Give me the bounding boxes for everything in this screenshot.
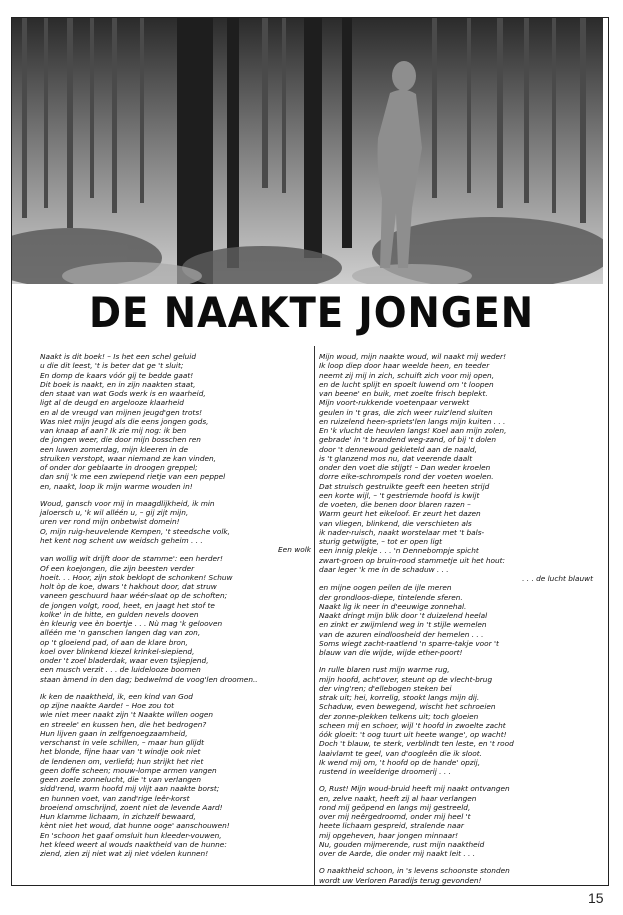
right-column: [319, 352, 593, 893]
poem-line: en streele' en kussen hen, die het bedrogen?: [40, 719, 207, 729]
poem-line: strak uit; hei, korrelig, stookt langs mijn dij.: [319, 693, 480, 702]
poem-line: Hun klamme lichaam, in zichzelf bewaard,: [40, 812, 196, 821]
poem-line: geulen in 't gras, die zich weer ruiz'lend sluiten: [319, 407, 493, 417]
poem-line: de lendenen om, verliefd; hun strijkt het riet: [40, 756, 204, 766]
poem-line: koel over blinkend kiezel krinkel-siepiend,: [40, 646, 195, 656]
poem-line: rustend in weelderige droomerij . . .: [319, 767, 451, 776]
poem-line: Mijn woud, mijn naakte woud, wil naakt mij weder!: [319, 352, 507, 361]
poem-line: Een wolk: [278, 545, 311, 554]
poem-line: hoeit. . . Hoor, zijn stok beklopt de schonken! Schuw: [40, 572, 233, 582]
stanza: [40, 352, 311, 491]
poem-line: ligt al de deugd en argelooze klaarheid: [40, 398, 184, 408]
poem-line: Hun lijven gaan in zelfgenoegzaamheid,: [40, 728, 188, 738]
poem-line: der ving'ren; d'ellebogen steken bei: [319, 683, 452, 693]
poem-line: wie niet meer naakt zijn 't Naakte willen oogen: [40, 710, 214, 720]
poem-line: zwart-groen op bruin-rood stammetje uit het hout:: [319, 555, 506, 565]
poem-line: alléén me 'n ganschen langen dag van zon,: [40, 628, 201, 638]
poem-line: verschanst in vele schillen, – maar hun glijdt: [40, 738, 204, 747]
stanza: [319, 784, 593, 858]
poem-line: sturig getwijgte, – tot er open ligt: [319, 537, 443, 546]
poem-line: En 'schoon het gaaf omsluit hun kleeder-vouwen,: [40, 830, 222, 840]
poem-line: een musch verzit . . . de luidelooze boomen: [40, 665, 201, 675]
poem-line: Of een koejongen, die zijn beesten verder: [40, 563, 195, 573]
poem-line: en ruizelend heen-spriets'len langs mijn kuiten . . .: [319, 416, 506, 426]
poem-line: holt òp de koe, dwars 't hakhout door, dat struw: [40, 582, 217, 591]
poem-line: struiken verstopt, waar niemand ze kan vinden,: [40, 453, 217, 463]
poem-line: heete lichaam gespreid, stralende naar: [319, 821, 464, 831]
poem-line: daar leger 'k me in de schaduw . . .: [319, 564, 449, 574]
poem-line: het kent nog schent uw weidsch geheim . . .: [40, 535, 203, 545]
poem-line: èn kleurig vee èn boertje . . . Nù mag 'k gelooven: [40, 619, 223, 628]
poem-line: rond mij geöpend en langs mij gestreeld,: [319, 802, 471, 812]
poem-line: ik nader-ruisch, naakt worstelaar met 't bals-: [319, 527, 485, 537]
poem-line: Dit boek is naakt, en in zijn naakten staat,: [40, 379, 196, 389]
poem-line: en, naakt, loop ik mijn warme wouden in!: [40, 481, 193, 491]
poem-line: de jongen volgt, rood, heet, en jaagt het stof te: [40, 600, 215, 610]
poem-line: neemt zij mij in zich, schuift zich voor mij open,: [319, 370, 495, 380]
poem-line: dan snij 'k me een zwiepend rietje van een peppel: [40, 472, 226, 482]
poem-line: Doch 't blauw, te sterk, verblindt ten leste, en 't rood: [319, 739, 514, 749]
poem-line: het blonde, fijne haar van 't windje ook niet: [40, 747, 201, 757]
poem-line: staan àmend in den dag; bedwelmd de voog'len droomen..: [40, 674, 258, 684]
page-number: 15: [588, 890, 604, 906]
poem-line: geen doffe scheen; mouw-lompe armen vangen: [40, 765, 217, 775]
poem-line: door 't dennewoud gekieteld aan de naald,: [319, 444, 478, 454]
poem-line: laaivlamt te geel, van d'oogleên die ik sloot.: [319, 748, 482, 758]
poem-line: Dat struisch gestruikte geeft een heeten strijd: [319, 481, 490, 491]
poem-line: broeiend omschrijnd, zoent niet de levende Aard!: [40, 802, 223, 812]
poem-line: of onder dor geblaarte in droogen greppel;: [40, 463, 198, 472]
poem-line: kolke' in de hitte, en gulden nevels dooven: [40, 609, 199, 619]
poem-line: op zijne naakte Aarde! – Hoe zou tot: [40, 701, 175, 710]
poem-line: is 't glanzend mos nu, dat veerende daalt: [319, 453, 473, 463]
poem-line: uren ver rond mijn onbetwist domein!: [40, 517, 180, 527]
poem-line: En 'k vlucht de heuvlen langs! Koel aan mijn zolen,: [319, 426, 507, 435]
poem-line: en zinkt er zwijmlend weg in 't stijle wemelen: [319, 620, 487, 630]
poem-line: kènt niet het woud, dat hunne ooge' aanschouwen!: [40, 821, 230, 831]
poem-line: Ik ken de naaktheid, ik, een kind van God: [40, 691, 193, 701]
poem-line: Naakt is dit boek! – Is het een schel geluid: [40, 352, 197, 361]
poem-line: van vliegen, blinkend, die verschieten als: [319, 518, 472, 528]
poem-line: En domp de kaars vóór gij te bedde gaat!: [40, 370, 194, 380]
poem-line: ziend, zien zij niet wat zij niet vóelen kunnen!: [40, 849, 209, 858]
poem-line: Mijn voort-rukkende voetenpaar verwekt: [319, 398, 470, 408]
poem-line: gebrade' in 't brandend weg-zand, of bij 't dolen: [319, 435, 497, 445]
poem-line: blauw van die wijde, wijde ether-poort!: [319, 648, 463, 657]
stanza: [319, 665, 593, 776]
poem-line: en al de vreugd van mijnen jeugd'gen trots!: [40, 407, 203, 417]
poem-line: mij opgeheven, haar jongen minnaar!: [319, 830, 459, 840]
forest-photo: [12, 18, 603, 284]
poem-line: het kleed weert al wouds naaktheid van de hunne:: [40, 839, 227, 849]
poem-line: en mijne oogen peilen de ijle meren: [319, 583, 452, 593]
poem-line: een luwen zomerdag, mijn kleeren in de: [40, 444, 189, 454]
poem-line: O naaktheid schoon, in 's levens schoonste stonden: [319, 866, 510, 876]
poem-line: vaneen geschuurd haar wéér-slaat op de schoften;: [40, 591, 228, 601]
stanza: [40, 692, 311, 859]
column-divider: [314, 346, 315, 886]
poem-line: de voeten, die benen door blaren razen –: [319, 500, 471, 509]
poem-line: Soms wiegt zacht-raatlend 'n sparre-takje voor 't: [319, 638, 499, 648]
poem-line: een innig plekje . . . 'n Dennebompje spicht: [319, 546, 479, 556]
poem-line: onder den voet die stijgt! – Dan weder kroelen: [319, 463, 491, 472]
poem-line: . . . de lucht blauwt: [522, 574, 593, 583]
poem-line: van knaap af aan? Ik zie mij nog: ik ben: [40, 426, 187, 435]
poem-line: der grondloos-diepe, tintelende sferen.: [319, 592, 463, 602]
poem-line: op 't gloeiend pad, of aan de klare bron,: [40, 637, 188, 647]
poem-line: over de Aarde, die onder mij naakt leit . . .: [319, 849, 476, 858]
stanza: [40, 499, 311, 684]
poem-line: Warm geurt het eikeloof. Er zeurt het dazen: [319, 509, 481, 519]
forest-photo-icon: [12, 18, 603, 284]
poem-line: Schaduw, even bewegend, wischt het schroeien: [319, 702, 496, 712]
poem-line: en hunnen voet, van zand'rige leêr-korst: [40, 793, 190, 803]
poem-line: Was niet mijn jeugd als die eens jongen gods,: [40, 416, 209, 426]
poem-line: onder 't zoel bladerdak, waar even tsjiepjend,: [40, 656, 209, 665]
poem-line: dorre eike-schrompels rond der voeten woelen.: [319, 472, 494, 482]
poem-line: van wollig wit drijft door de stamme': een herder!: [40, 554, 224, 564]
poem-line: In rulle blaren rust mijn warme rug,: [319, 665, 450, 675]
poem-line: over mij neêrgedroomd, onder mij heel 't: [319, 812, 471, 821]
poem-line: wordt uw Verloren Paradijs terug gevonden!: [319, 875, 482, 885]
poem-line: sidd'rend, warm hoofd mij vlijt aan naakte borst;: [40, 784, 220, 794]
poem-line: Naakt dringt mijn blik door 't duizelend heelal: [319, 611, 488, 620]
poem-line: O, Rust! Mijn woud-bruid heeft mij naakt ontvangen: [319, 784, 510, 794]
poem-line: u die dit leest, 't is beter dat ge 't sluit;: [40, 361, 184, 371]
poem-line: van beene' en buik, met zoelte frisch beplekt.: [319, 389, 488, 398]
poem-line: mijn hoofd, acht'over, steunt op de vlecht-brug: [319, 674, 493, 684]
stanza: [319, 866, 593, 885]
poem-line: van de azuren eindloosheid der hemelen . . .: [319, 629, 484, 639]
poem-line: Woud, gansch voor mij in maagdlijkheid, ik min: [40, 498, 215, 508]
poem-line: Ik wend mij om, 't hoofd op de hande' opzij,: [319, 757, 481, 767]
poem-line: jaloersch u, 'k wil alléén u, – gij zijt mijn,: [40, 508, 189, 517]
poem-line: en, zelve naakt, heeft zij al haar verlangen: [319, 793, 477, 803]
poem-line: scheen mij en schoer, wijl 't hoofd in zwoelte zacht: [319, 720, 506, 730]
poem-line: O, mijn ruig-heuvelende Kempen, 't steedsche volk,: [40, 526, 231, 536]
poem-line: Ik loop diep door haar weelde heen, en teeder: [319, 361, 490, 371]
poem-line: den staat van wat Gods werk is en waarheid,: [40, 389, 206, 398]
article-title: DE NAAKTE JONGEN: [89, 288, 534, 337]
poem-line: de jongen weer, die door mijn bosschen ren: [40, 435, 201, 445]
stanza: [319, 352, 593, 657]
poem-line: óók gloeit: 't oog tuurt uit heete wange', op wacht!: [319, 730, 507, 739]
poem-line: Naakt lig ik neer in d'eeuwige zonnehal.: [319, 601, 467, 611]
poem-line: der zonne-plekken telkens uit; toch gloeien: [319, 711, 479, 721]
poem-line: geen zoele zonnelucht, die 't van verlangen: [40, 775, 202, 784]
poem-line: Nu, gouden mijmerende, rust mijn naaktheid: [319, 839, 485, 849]
poem-line: een korte wijl, – 't gestriemde hoofd is kwijt: [319, 490, 480, 500]
poem-line: en de lucht splijt en spoelt luwend om 't loopen: [319, 379, 494, 389]
left-column: [40, 352, 311, 866]
